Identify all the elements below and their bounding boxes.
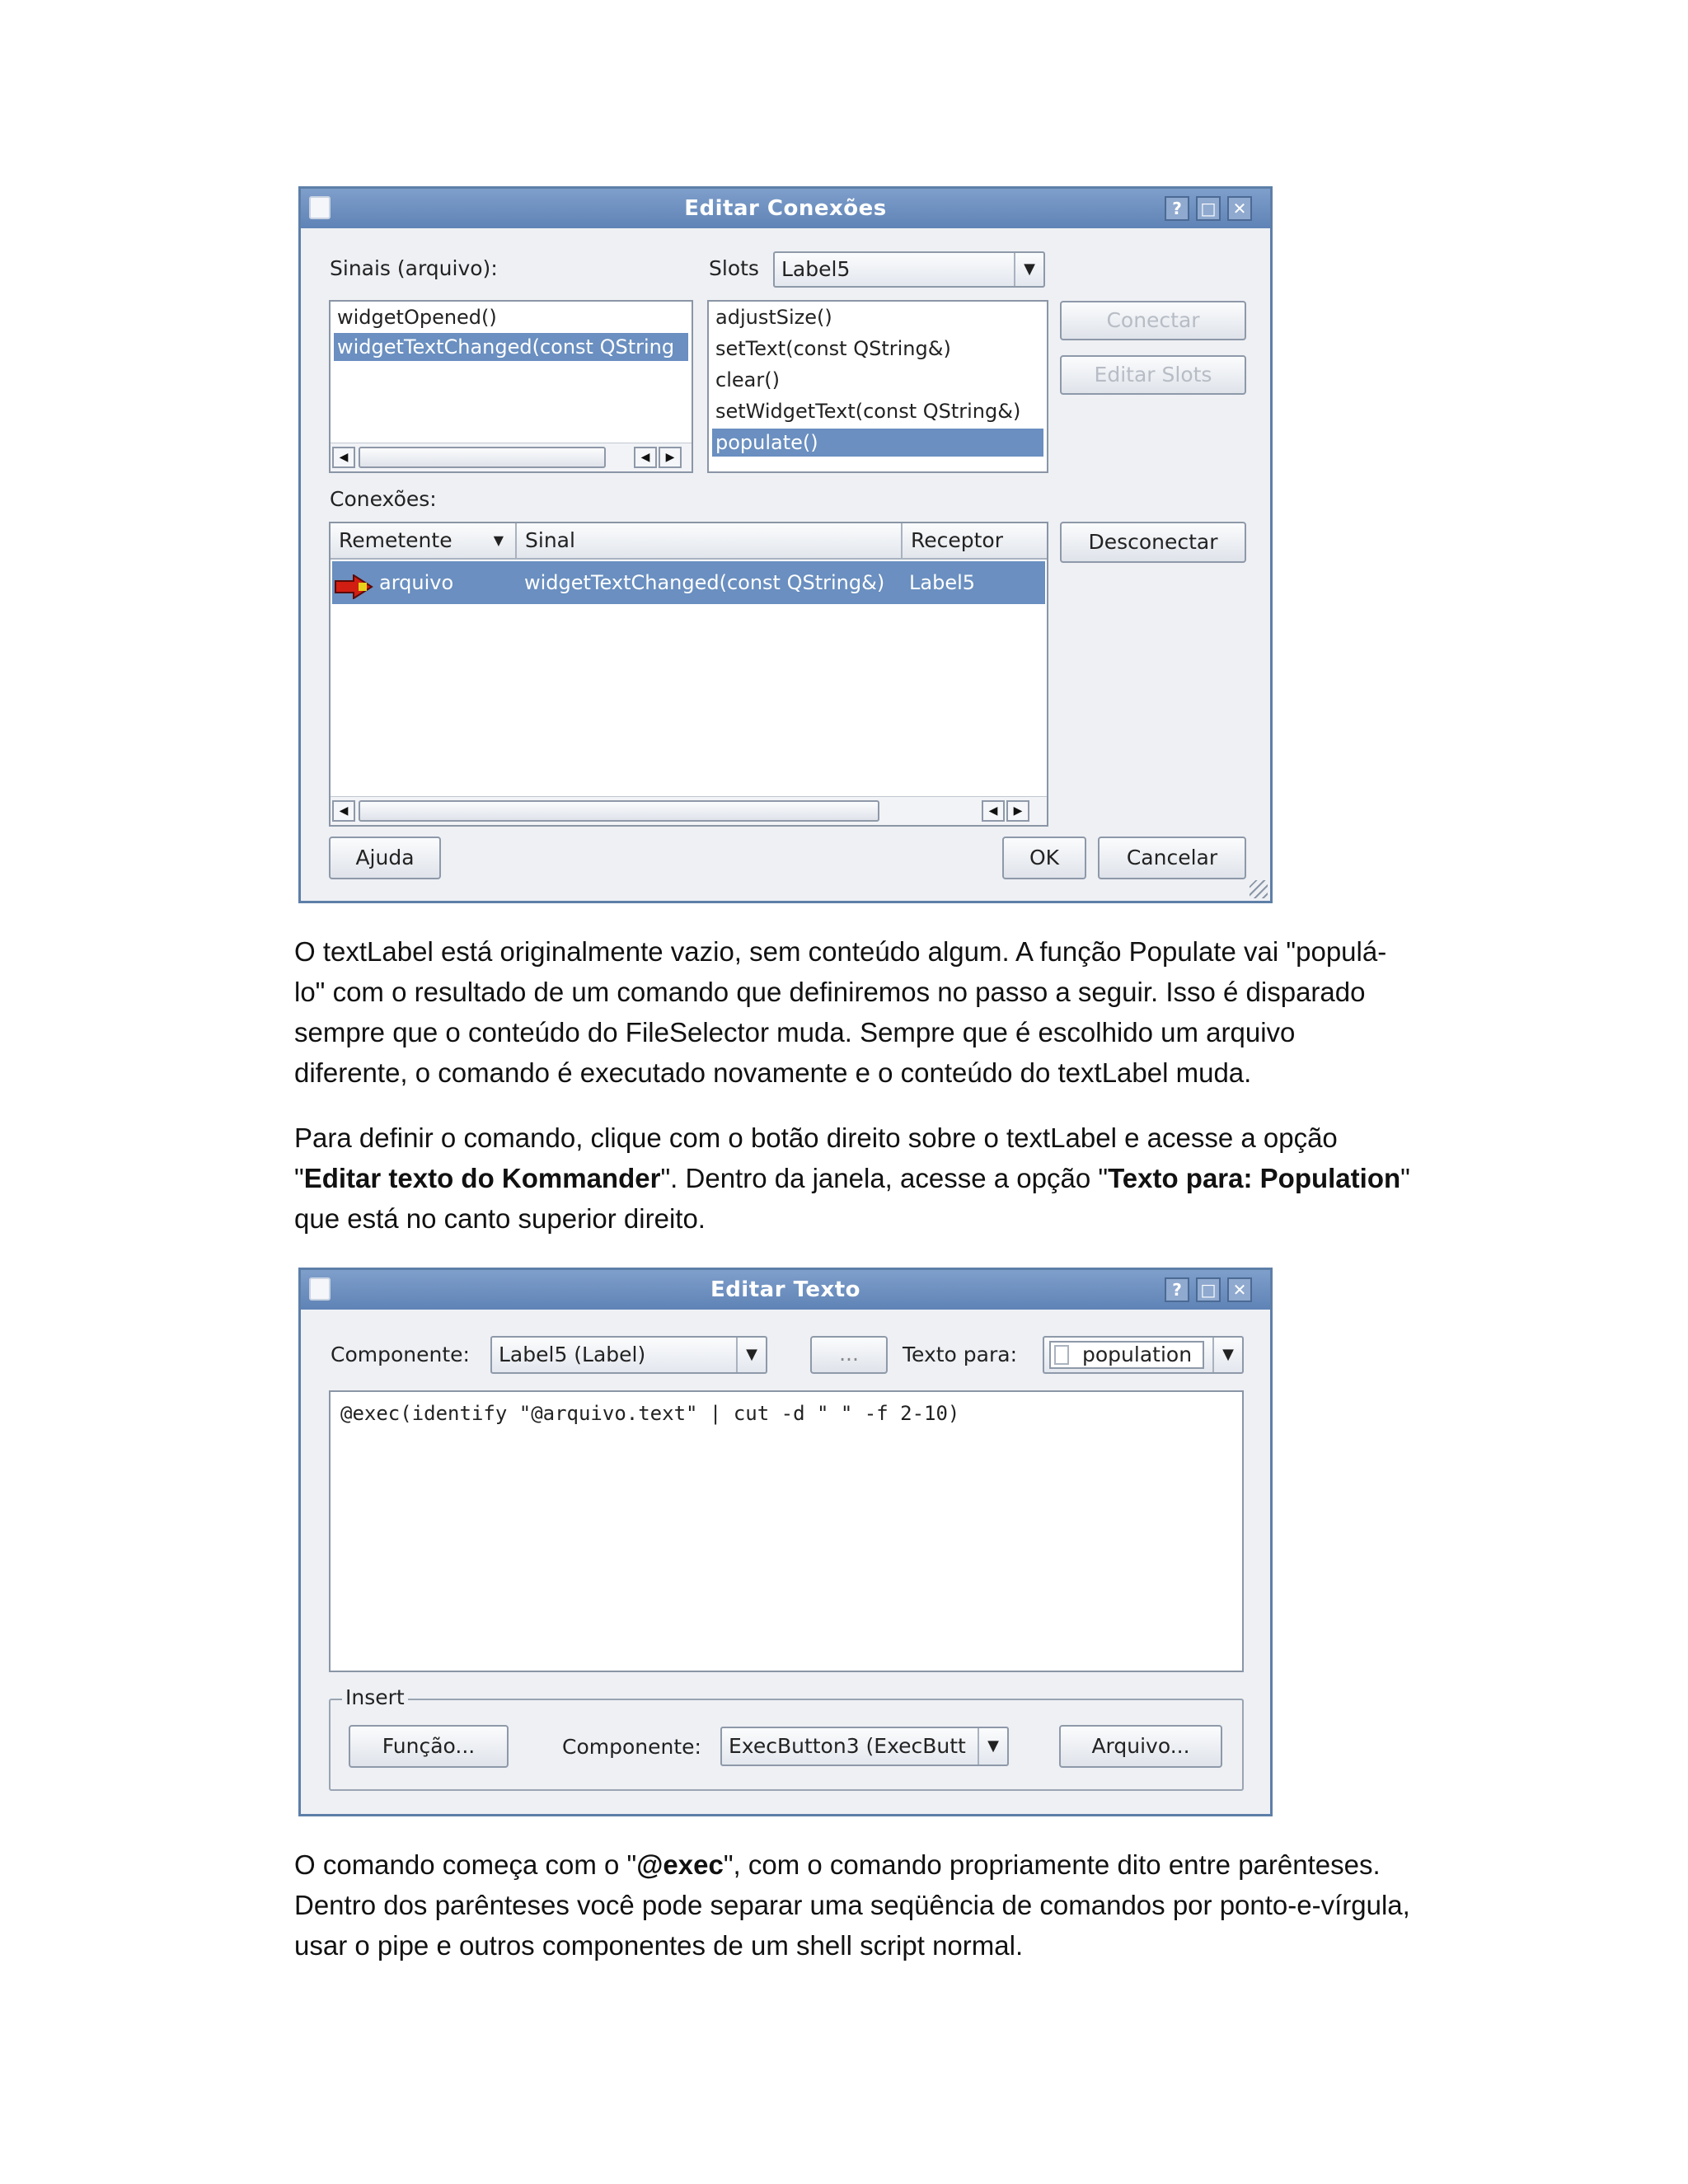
scroll-left-icon[interactable]: ◀ — [332, 800, 355, 822]
bold-text: Editar texto do Kommander — [303, 1163, 661, 1193]
dialog-title: Editar Texto — [710, 1277, 861, 1302]
edit-text-dialog — [298, 1268, 1273, 1816]
column-header-receiver[interactable]: Receptor — [903, 523, 1048, 560]
scroll-right-icon[interactable]: ▶ — [659, 447, 682, 468]
text-span: Para definir o comando, clique com o botão direito sobre o textLabel e acesse a opção " — [294, 1122, 1338, 1193]
component-combo[interactable] — [490, 1336, 767, 1374]
edit-slots-button[interactable]: Editar Slots — [1060, 355, 1246, 395]
column-header-sender[interactable] — [331, 523, 517, 560]
signals-label: Sinais (arquivo): — [330, 256, 498, 280]
function-button[interactable]: Função... — [349, 1725, 509, 1768]
connect-button[interactable]: Conectar — [1060, 301, 1246, 340]
list-item[interactable]: widgetOpened() — [337, 306, 497, 329]
chevron-down-icon[interactable]: ▼ — [1212, 1338, 1242, 1372]
title-bar — [301, 1270, 1270, 1310]
column-header-signal[interactable]: Sinal — [517, 523, 903, 560]
text-span: ", com o comando propriamente dito entre parênteses. Dentro dos parênteses você pode separar uma seqüência de comandos por ponto-e-vírgula, usar o pipe e outros componentes de um shell script normal. — [294, 1849, 1410, 1961]
help-button[interactable]: Ajuda — [329, 837, 441, 879]
bold-text: @exec — [636, 1849, 724, 1880]
chevron-down-icon[interactable]: ▼ — [1014, 253, 1043, 286]
chevron-down-icon[interactable]: ▼ — [978, 1728, 1007, 1765]
list-item[interactable]: adjustSize() — [715, 306, 832, 329]
resize-grip-icon[interactable] — [1250, 880, 1268, 898]
slots-list[interactable] — [707, 300, 1048, 473]
connections-label: Conexões: — [330, 487, 437, 511]
connection-signal: widgetTextChanged(const QString&) — [524, 571, 885, 594]
scrollbar-thumb[interactable] — [359, 800, 879, 822]
text-for-combo[interactable] — [1043, 1336, 1244, 1374]
horizontal-scrollbar[interactable] — [331, 443, 692, 471]
signals-list[interactable] — [329, 300, 693, 473]
list-item-selected[interactable]: widgetTextChanged(const QString — [334, 333, 688, 361]
close-button[interactable]: ✕ — [1227, 196, 1252, 221]
slots-receiver-combo[interactable] — [773, 251, 1045, 288]
table-row[interactable] — [332, 561, 1045, 604]
script-editor[interactable]: @exec(identify "@arquivo.text" | cut -d " " -f 2-10) — [329, 1390, 1244, 1672]
connection-sender: arquivo — [379, 571, 454, 594]
list-item-selected[interactable]: populate() — [712, 429, 1043, 457]
slots-combo-value: Label5 — [781, 257, 851, 281]
text-span: ". Dentro da janela, acesse a opção " — [660, 1163, 1109, 1193]
scroll-right-icon[interactable]: ▶ — [1006, 800, 1029, 822]
arrow-right-icon — [334, 571, 373, 596]
close-button[interactable]: ✕ — [1227, 1277, 1252, 1302]
text-span: O comando começa com o " — [294, 1849, 637, 1880]
paragraph-exec — [294, 1844, 1415, 1966]
insert-component-label: Componente: — [562, 1735, 701, 1759]
disconnect-button[interactable]: Desconectar — [1060, 522, 1246, 563]
title-bar — [301, 189, 1270, 228]
dialog-title: Editar Conexões — [684, 196, 887, 221]
sort-descending-icon: ▼ — [493, 532, 504, 548]
cancel-button[interactable]: Cancelar — [1098, 837, 1246, 879]
connections-table[interactable] — [329, 522, 1048, 827]
text-span: " que está no canto superior direito. — [294, 1163, 1410, 1234]
insert-component-combo[interactable] — [720, 1727, 1009, 1766]
component-combo-value: Label5 (Label) — [499, 1343, 646, 1366]
maximize-button[interactable]: □ — [1196, 196, 1221, 221]
column-header-label: Remetente — [339, 528, 452, 552]
scroll-left-icon[interactable]: ◀ — [634, 447, 657, 468]
text-for-combo-value: population — [1049, 1341, 1204, 1369]
help-titlebar-button[interactable]: ? — [1165, 1277, 1189, 1302]
browse-button[interactable]: ... — [810, 1336, 888, 1374]
text-for-label: Texto para: — [903, 1343, 1018, 1366]
connection-receiver: Label5 — [909, 571, 976, 594]
scroll-left-icon[interactable]: ◀ — [332, 447, 355, 468]
paragraph-populate: O textLabel está originalmente vazio, sem conteúdo algum. A função Populate vai "populá-lo" com o resultado de um comando que definiremos no passo a seguir. Isso é disparado sempre que o conteúdo do FileSelector muda. Sempre que é escolhido um arquivo diferente, o comando é executado novamente e o conteúdo do textLabel muda. — [294, 936, 1387, 1088]
list-item[interactable]: setText(const QString&) — [715, 337, 951, 360]
list-item[interactable]: clear() — [715, 368, 780, 391]
maximize-button[interactable]: □ — [1196, 1277, 1221, 1302]
slots-label: Slots — [709, 256, 759, 280]
help-titlebar-button[interactable]: ? — [1165, 196, 1189, 221]
insert-group-label: Insert — [342, 1685, 408, 1709]
chevron-down-icon[interactable]: ▼ — [736, 1338, 766, 1372]
component-label: Componente: — [331, 1343, 470, 1366]
scrollbar-thumb[interactable] — [359, 447, 606, 468]
edit-connections-dialog — [298, 186, 1273, 903]
scroll-left-icon[interactable]: ◀ — [982, 800, 1005, 822]
file-button[interactable]: Arquivo... — [1059, 1725, 1222, 1768]
ok-button[interactable]: OK — [1002, 837, 1086, 879]
bold-text: Texto para: Population — [1108, 1163, 1401, 1193]
document-icon — [1054, 1345, 1069, 1365]
insert-component-value: ExecButton3 (ExecButt — [729, 1734, 966, 1758]
paragraph-define-command — [294, 1118, 1415, 1239]
horizontal-scrollbar[interactable] — [331, 796, 1047, 825]
list-item[interactable]: setWidgetText(const QString&) — [715, 400, 1021, 423]
